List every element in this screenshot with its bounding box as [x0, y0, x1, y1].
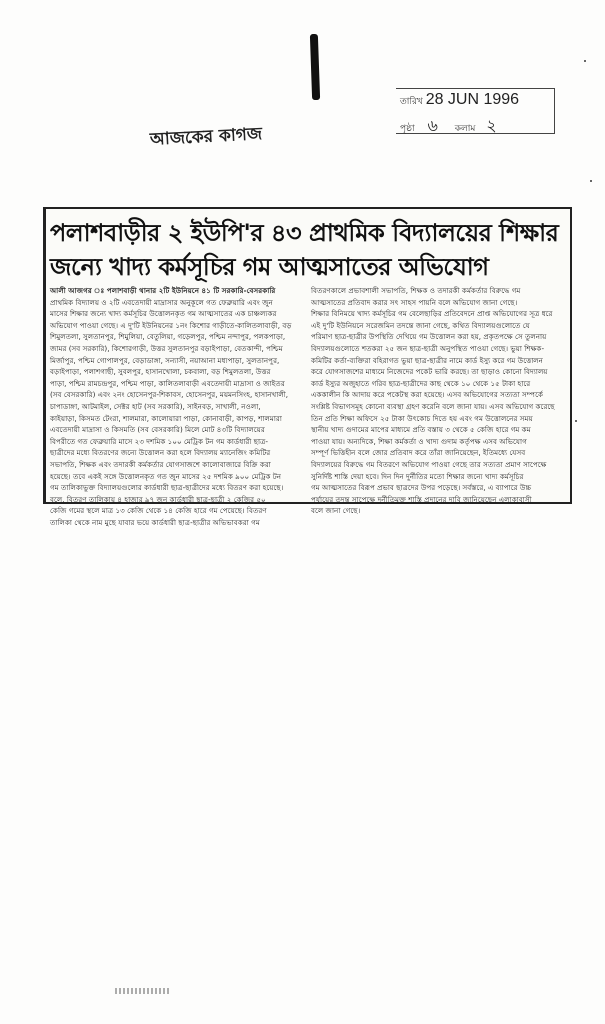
- scan-speck: [575, 420, 577, 422]
- ink-stroke-mark: [310, 34, 320, 100]
- article-text-line: পাওয়া যায়। অন্যদিকে, শিক্ষা কর্মকর্তা ও খাদ্য গুদাম কর্তৃপক্ষ এসব অভিযোগ: [311, 436, 527, 446]
- article-text-line: কাইয়াড়া, কিসমত টেংরা, শালমারা, কালোয়ারা পাড়া, কোনাবাড়ী, কাপড়, শালমারা: [50, 413, 282, 423]
- article-text-line: ছাত্রীদের মধ্যে বিতরণের জন্যে উত্তোলন করা হলে বিদ্যালয় ম্যানেজিং কমিটির: [50, 448, 271, 458]
- article-text-line: কমিটির কর্তা-ব্যক্তিরা বহিরাগত ভুয়া ছাত্র-ছাত্রীর নামে কার্ড ইস্যু করে গম উত্তোলন: [311, 355, 543, 365]
- article-text-line: (সব বেসরকারি) এবং ২নং হোসেনপুর-শিকাবস, হোসেনপুর, ময়মনসিংহ, হাসানখালী,: [50, 390, 289, 400]
- article-text-line: পাড়া, পশ্চিম রামচন্দ্রপুর, পশ্চিম পাড়া, কালিতলাবাড়ী এবতেদায়ী মাদ্রাসা ও জাইতর: [50, 378, 285, 388]
- news-article: [43, 207, 572, 527]
- scan-speck: [590, 180, 592, 182]
- article-text-line: মির্জাপুর, পশ্চিম গোপালপুর, বেড়াডাঙ্গা, সন্যাসী, নয়াআনা মধ্যপাড়া, সুলতানপুর,: [50, 355, 280, 365]
- article-text-line: আলী আজগর ঃ পলাশবাড়ী থানার ২টি ইউনিয়নে ৪১ টি সরকারি-বেসরকারি: [50, 286, 276, 295]
- column-value: ২: [486, 118, 497, 135]
- scan-smudge: [115, 988, 170, 994]
- article-text-line: তালিকা থেকে নাম মুছে যাবার ভয়ে কার্ডধারী ছাত্র-ছাত্রীর অভিভাবকরা গম: [50, 517, 260, 527]
- article-text-line: বিতরণকালে প্রভাবশালী সভাপতি, শিক্ষক ও তদারকী কর্মকর্তার বিরুদ্ধে গম: [311, 286, 521, 295]
- article-text-line: গম আত্মসাতের বিরূপ প্রভাব ছাত্রদের উপর পড়েছে। সর্বস্তরে, এ ব্যাপারে উচ্চ: [311, 483, 532, 493]
- article-text-line: বিদ্যালয়ের বিরুদ্ধে গম বিতরণে অভিযোগ পাওয়া গেছে তার সত্যতা প্রমাণ সাপেক্ষে: [311, 459, 547, 469]
- headline-line-2: জন্যে খাদ্য কর্মসূচির গম আত্মসাতের অভিযোগ: [50, 253, 489, 281]
- article-text-line: স্থানীয় খাদ্য গুদামের মাপের মাধ্যমে প্রতি বস্তায় ৩ থেকে ৫ কেজি হারে গম কম: [311, 425, 531, 435]
- date-label: তারিখ: [400, 97, 423, 107]
- article-text-line: শিমুলতলা, সুলতানপুর, শিমুলিয়া, বেতুলিয়া, গড়েলপুর, পশ্চিম নন্দাপুর, পলকপাড়া,: [50, 332, 286, 342]
- article-text-line: চাপাডাঙ্গা, আটমাইল, সেক্টর হাট (সব সরকারি), সাইনবড়, সাখালী, নওলা,: [50, 401, 261, 411]
- article-text-line: তিন প্রতি শিক্ষা অফিসে ২৫ টাকা উৎকোচ দিতে হয় এবং গম উত্তোলনের সময়: [311, 413, 533, 423]
- page-value: ৬: [427, 118, 438, 135]
- article-text-line: করে যোগসাজশের মাধ্যমে নিজেদের পকেট ভারি করছে। তা ছাড়াও কোনো বিদ্যালয়: [311, 367, 548, 377]
- article-text-line: মাসের শিক্ষার জন্যে খাদ্য কর্মসূচির উত্তোলনকৃত গম আত্মসাতের এক চাঞ্চল্যকর: [50, 309, 277, 319]
- date-value: 28 JUN 1996: [425, 91, 520, 108]
- article-text-line: কার্ড ইস্যুর অজুহাতে গরিব ছাত্র-ছাত্রীদের কাছ থেকে ১০ থেকে ১৫ টাকা হারে: [311, 378, 531, 388]
- article-text-line: পর্যায়ের তদন্ত সাপেক্ষে দুর্নীতিমুক্ত শাস্তি প্রদানের দাবি জানিয়েছেন এলাকাবাসী: [311, 494, 532, 504]
- article-text-line: বলে জানা গেছে।: [311, 506, 361, 516]
- article-text-line: বিপরীতে গত ফেব্রুয়ারি মাসে ২৩ দশমিক ১০০ মেট্রিক টন গম কার্ডধারী ছাত্র-: [50, 436, 268, 446]
- article-text-line: বলে, বিতরণ তালিকায় ৪ হাজার ৯৭ জন কার্ডধারী ছাত্র-ছাত্রী ২ কেজির ৫০: [50, 494, 266, 504]
- article-text-line: সুনির্দিষ্ট শাস্তি দেয়া হবে। দিন দিন দুর্নীতির মতো শিক্ষার জন্যে খাদ্য কর্মসূচির: [311, 471, 524, 481]
- headline-line-1: পলাশবাড়ীর ২ ইউপি'র ৪৩ প্রাথমিক বিদ্যালয়ের শিক্ষার: [50, 219, 559, 247]
- article-text-line: বিদ্যালয়গুলোতে শতকরা ২৫ জন ছাত্র-ছাত্রী অনুপস্থিত পাওয়া গেছে। ভুয়া শিক্ষক-: [311, 343, 545, 353]
- column-label: কলাম: [454, 124, 476, 134]
- article-text-line: সম্পূর্ণ ভিত্তিহীন বলে জোর প্রতিবাদ করে তাঁরা জানিয়েছেন, ইতিমধ্যে যেসব: [311, 448, 526, 458]
- scan-speck: [584, 60, 586, 62]
- clipping-date-stamp: [396, 88, 555, 134]
- newspaper-name: আজকের কাগজ: [149, 124, 263, 150]
- article-text-line: পরিমাণ ছাত্র-ছাত্রীর উপস্থিতি দেখিয়ে গম উত্তোলন করা হয়, প্রকৃতপক্ষে সে তুলনায়: [311, 332, 547, 342]
- article-text-line: হয়েছে। তবে একই সঙ্গে উত্তোলনকৃত গত জুন মাসের ২৫ দশমিক ৯০০ মেট্রিক টন: [50, 471, 282, 481]
- article-left-column: [50, 285, 305, 528]
- article-text-line: সংশ্লিষ্ট বিভাগসমূহ কোনো ব্যবস্থা গ্রহণ করেনি বলে জানা যায়। এসব অভিযোগ করেছে: [311, 401, 555, 411]
- article-text-line: অভিযোগ পাওয়া গেছে। এ দু'টি ইউনিয়নের ১নং কিশোর গাড়ীতে-কালিতলাবাড়ী, বড়: [50, 320, 292, 330]
- article-text-line: গম তালিকাভুক্ত বিদ্যালয়গুলোর কার্ডধারী ছাত্র-ছাত্রীদের মধ্যে বিতরণ করা হয়েছে।: [50, 483, 284, 493]
- article-text-line: প্রাথমিক বিদ্যালয় ও ২টি এবতেদায়ী মাদ্রাসার অনুকূলে গত ফেব্রুয়ারি এবং জুন: [50, 297, 273, 307]
- article-text-line: কেজি গমের স্থলে মাত্র ১৩ কেজি থেকে ১৪ কেজি হারে গম পেয়েছে। বিতরণ: [50, 506, 267, 516]
- article-text-line: আত্মসাতের প্রতিবাদ করার সৎ সাহস পায়নি বলে অভিযোগ জানা গেছে।: [311, 297, 518, 307]
- article-text-line: এই দু'টি ইউনিয়নে সরেজমিন তদন্তে জানা গেছে, কথিত বিদ্যালয়গুলোতে যে: [311, 320, 530, 330]
- article-text-line: শিক্ষার বিনিময়ে খাদ্য কর্মসূচির গম বেলেছাড়ির প্রতিবেদনে প্রাপ্ত অভিযোগের সূত্র ধরে: [311, 309, 553, 319]
- article-text-line: জামর (সব সরকারি), কিশোরগাড়ী, উত্তর সুলতানপুর বড়াইপাড়া, বেতকান্দী, পশ্চিম: [50, 343, 283, 353]
- article-right-column: [311, 285, 566, 517]
- article-text-line: সভাপতি, শিক্ষক এবং তদারকী কর্মকর্তার যোগসাজশে কালোবাজারে বিক্রি করা: [50, 459, 271, 469]
- article-text-line: এবতেদায়ী মাদ্রাসা ও কিসমতি (সব বেসরকারি) মিলে মোট ৪৩টি বিদ্যালয়ের: [50, 425, 265, 435]
- page-label: পৃষ্ঠা: [400, 124, 415, 134]
- article-text-line: এককালীন কি আদায় করে পকেটস্থ করা হয়েছে। এসব অভিযোগের সত্যতা সম্পর্কে: [311, 390, 544, 400]
- article-text-line: বড়াইপাড়া, পলাশগাছী, সুবলপুর, হাসানখোলা, চকবালা, বড় শিমুলতলা, উত্তর: [50, 367, 271, 377]
